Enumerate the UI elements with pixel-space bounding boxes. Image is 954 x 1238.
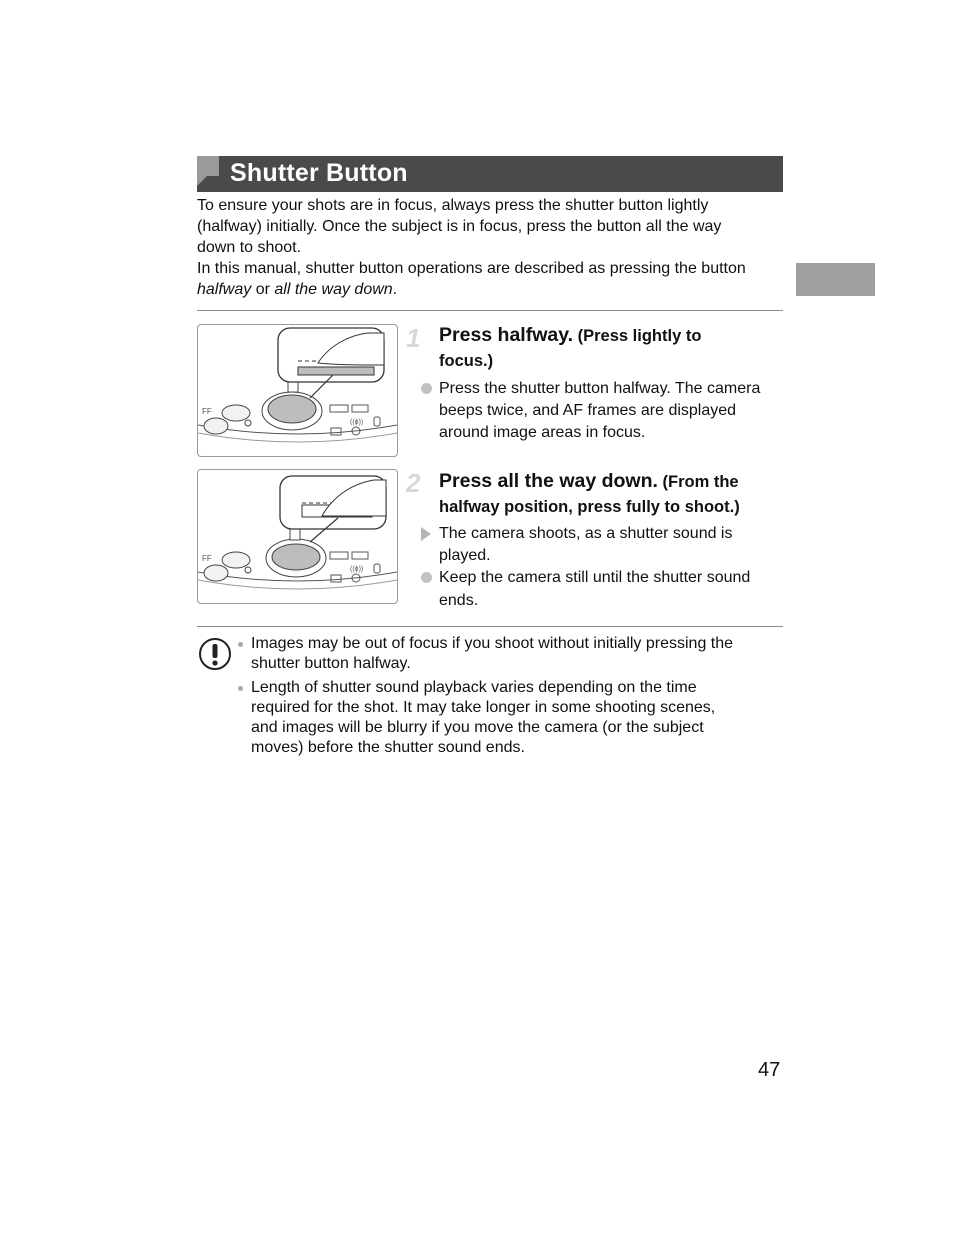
title-notch-icon bbox=[197, 176, 207, 186]
note-2-line-3: and images will be blurry if you move the camera (or the subject bbox=[251, 719, 704, 736]
step-1-bullet-1-line-1: Press the shutter button halfway. The camera bbox=[439, 380, 761, 397]
step-1-illustration bbox=[197, 324, 398, 457]
title-square-icon bbox=[197, 156, 219, 176]
step-2-title bbox=[439, 468, 789, 495]
step-2-bullet-2-line-2: ends. bbox=[439, 592, 479, 609]
step-2-bullet-1-line-1: The camera shoots, as a shutter sound is bbox=[439, 525, 733, 542]
control-icon-b bbox=[352, 405, 368, 412]
intro-period: . bbox=[392, 281, 398, 298]
step-1-title-main: Press halfway. bbox=[439, 324, 574, 346]
intro-em-all-the-way-down: all the way down bbox=[274, 281, 393, 298]
camera-label: FF bbox=[202, 407, 212, 416]
note-2-line-1: Length of shutter sound playback varies depending on the time bbox=[251, 679, 697, 696]
control-icon-a bbox=[330, 405, 348, 412]
divider-top bbox=[197, 310, 783, 311]
intro-line-3: down to shoot. bbox=[197, 239, 302, 256]
wifi-icon: ((ϕ)) bbox=[350, 419, 364, 426]
step-2-bullet-2-line-1: Keep the camera still until the shutter sound bbox=[439, 569, 751, 586]
note-2-line-4: moves) before the shutter sound ends. bbox=[251, 739, 525, 756]
note-bullet-icon bbox=[238, 686, 243, 691]
indicator-lamp bbox=[245, 567, 251, 573]
step-1-title-line-2: focus.) bbox=[439, 352, 494, 370]
shutter-button bbox=[268, 395, 316, 423]
intro-line-5 bbox=[197, 279, 787, 300]
zoom-wide-icon bbox=[331, 575, 341, 582]
control-icon-a bbox=[330, 552, 348, 559]
note-1-line-2: shutter button halfway. bbox=[251, 655, 411, 672]
camera-halfway-press-illustration bbox=[198, 325, 397, 456]
callout-button-profile bbox=[298, 367, 374, 375]
divider-notes bbox=[197, 626, 783, 627]
step-2-title-sub-a: (From the bbox=[657, 473, 739, 491]
camera-label: FF bbox=[202, 554, 212, 563]
step-2-number: 2 bbox=[406, 468, 421, 498]
bullet-circle-icon bbox=[421, 383, 432, 394]
intro-line-1: To ensure your shots are in focus, always press the shutter button lightly bbox=[197, 197, 709, 214]
step-1-title bbox=[439, 322, 789, 349]
page-number: 47 bbox=[758, 1059, 781, 1081]
intro-line-2: (halfway) initially. Once the subject is in focus, press the button all the way bbox=[197, 218, 722, 235]
mode-dial bbox=[222, 552, 250, 568]
result-triangle-icon bbox=[421, 527, 431, 541]
mic-icon bbox=[374, 564, 380, 573]
step-2-title-main: Press all the way down. bbox=[439, 470, 658, 492]
mic-icon bbox=[374, 417, 380, 426]
power-button bbox=[204, 565, 228, 581]
step-1-number: 1 bbox=[406, 323, 421, 353]
chapter-side-tab bbox=[796, 263, 875, 296]
callout-stem bbox=[290, 528, 300, 540]
zoom-wide-icon bbox=[331, 428, 341, 435]
mode-dial bbox=[222, 405, 250, 421]
note-1-line-1: Images may be out of focus if you shoot without initially pressing the bbox=[251, 635, 734, 652]
wifi-icon: ((ϕ)) bbox=[350, 566, 364, 573]
intro-em-halfway: halfway bbox=[197, 281, 252, 298]
step-1-title-sub-a: (Press lightly to bbox=[573, 327, 702, 345]
step-2-bullet-1-line-2: played. bbox=[439, 547, 491, 564]
step-2-title-line-2: halfway position, press fully to shoot.) bbox=[439, 498, 740, 516]
step-1-bullet-1-line-2: beeps twice, and AF frames are displayed bbox=[439, 402, 737, 419]
intro-or: or bbox=[251, 281, 275, 298]
camera-full-press-illustration bbox=[198, 470, 397, 603]
intro-line-4: In this manual, shutter button operations are described as pressing the button bbox=[197, 260, 746, 277]
note-2-line-2: required for the shot. It may take longer in some shooting scenes, bbox=[251, 699, 716, 716]
note-bullet-icon bbox=[238, 642, 243, 647]
caution-icon bbox=[197, 636, 233, 672]
bullet-circle-icon bbox=[421, 572, 432, 583]
step-1-bullet-1-line-3: around image areas in focus. bbox=[439, 424, 646, 441]
step-2-illustration bbox=[197, 469, 398, 604]
indicator-lamp bbox=[245, 420, 251, 426]
page-title: Shutter Button bbox=[230, 159, 408, 187]
shutter-button bbox=[272, 544, 320, 570]
power-button bbox=[204, 418, 228, 434]
control-icon-b bbox=[352, 552, 368, 559]
